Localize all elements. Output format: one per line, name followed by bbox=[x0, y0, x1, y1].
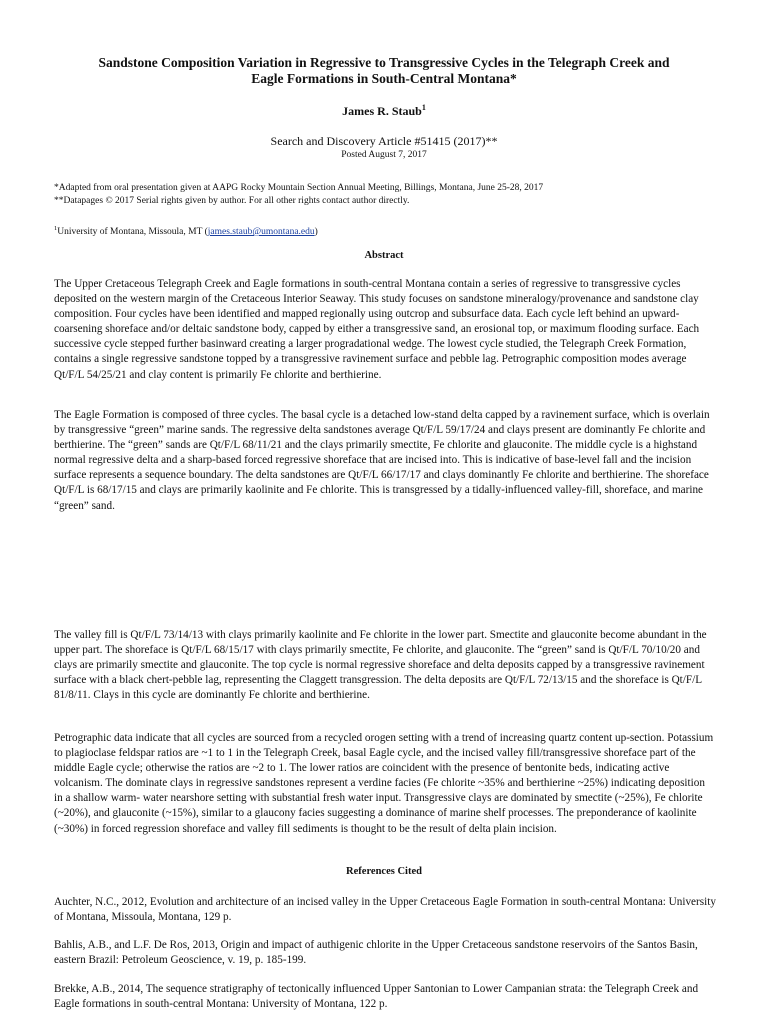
reference-item: Brekke, A.B., 2014, The sequence stratigraphy of tectonically influenced Upper Santonian to Lower Campanian strata: the Telegraph Creek and Eagle formations in south-central Montana: University of Montana, 122 p. bbox=[54, 983, 699, 1011]
title-line-2: Eagle Formations in South-Central Montana* bbox=[251, 71, 517, 86]
footnotes bbox=[54, 182, 714, 208]
abstract-paragraph-2: The Eagle Formation is composed of three cycles. The basal cycle is a detached low-stand delta capped by a ravinement surface, which is overlain by transgressive “green” marine sands. The regressive delta sandstones average Qt/F/L 59/17/24 and clays present are dominantly Fe chlorite and berthierine. The “green” sands are Qt/F/L 68/11/21 and the clays primarily smectite, Fe chlorite and glauconite. The middle cycle is a highstand normal regressive delta and a sharp-based forced regressive shoreface that are incised into. This is indicative of base-level fall and the incision surface represents a sequence boundary. The delta sandstones are Qt/F/L 66/17/17 and clays dominantly Fe chlorite and berthierine. The shoreface Qt/F/L is 68/17/15 and clays are primarily kaolinite and Fe chlorite. This is transgressed by a tidally-influenced valley-fill, shoreface, and marine “green” sand. bbox=[54, 409, 710, 512]
author-email-link[interactable]: james.staub@umontana.edu bbox=[207, 227, 315, 238]
abstract-paragraph-3: The valley fill is Qt/F/L 73/14/13 with clays primarily kaolinite and Fe chlorite in the lower part. Smectite and glauconite become abundant in the upper part. The shoreface is Qt/F/L 68/15/17 with clays primarily smectite, Fe chlorite, and glauconite. The “green” sand is Qt/F/L 70/10/20 and clays are primarily smectite and glauconite. The top cycle is normal regressive shoreface and delta deposits capped by a transgressive ravinement surface with a black chert-pebble lag, representing the Claggett transgression. The delta deposits are Qt/F/L 72/13/15 and the shoreface is Qt/F/L 81/8/11. Clays in this cycle are dominantly Fe chlorite and berthierine. bbox=[54, 629, 707, 702]
affiliation bbox=[54, 222, 714, 239]
affiliation-marker: 1 bbox=[54, 225, 58, 232]
title-line-1: Sandstone Composition Variation in Regressive to Transgressive Cycles in the Telegraph Creek and bbox=[98, 55, 670, 70]
reference-item: Auchter, N.C., 2012, Evolution and architecture of an incised valley in the Upper Cretaceous Eagle Formation in south-central Montana: University of Montana, Missoula, Montana, 129 p. bbox=[54, 896, 716, 924]
footnote-datapages: **Datapages © 2017 Serial rights given by author. For all other rights contact author directly. bbox=[54, 196, 410, 206]
author-name bbox=[54, 100, 714, 119]
abstract-paragraph-4: Petrographic data indicate that all cycles are sourced from a recycled orogen setting with a trend of increasing quartz content up-section. Potassium to plagioclase feldspar ratios are ~1 to 1 in the Telegraph Creek, basal Eagle cycle, and the incised valley fill/transgressive shoreface part of the middle Eagle cycle; otherwise the ratios are ~2 to 1. The lower ratios are coincident with the presence of bentonite beds, indicating active volcanism. The dominate clays in regressive sandstones represent a verdine facies (Fe chlorite ~35% and berthierine ~25%) indicating deposition in a shallow warm- water nearshore setting with substantial fresh water input. Transgressive clays are dominated by smectite (~25%), Fe chlorite (~20%), and glauconite (~15%), similar to a glaucony facies suggesting a dominance of marine shelf processes. The preponderance of kaolinite (~30%) in forced regression shoreface and valley fill sediments is thought to be the result of delta plain incision. bbox=[54, 732, 714, 835]
affiliation-text: University of Montana, Missoula, MT ( bbox=[57, 227, 208, 238]
reference-item: Bahlis, A.B., and L.F. De Ros, 2013, Origin and impact of authigenic chlorite in the Upper Cretaceous sandstone reservoirs of the Santos Basin, eastern Brazil: Petroleum Geoscience, v. 19, p. 185-199. bbox=[54, 939, 698, 967]
posted-date: Posted August 7, 2017 bbox=[341, 150, 427, 160]
affiliation-close: ) bbox=[314, 227, 318, 238]
author-affiliation-marker: 1 bbox=[421, 103, 426, 112]
article-number: Search and Discovery Article #51415 (2017)** bbox=[270, 134, 498, 148]
author-text: James R. Staub bbox=[342, 104, 422, 118]
paper-title bbox=[54, 55, 714, 87]
footnote-adapted: *Adapted from oral presentation given at AAPG Rocky Mountain Section Annual Meeting, Billings, Montana, June 25-28, 2017 bbox=[54, 183, 544, 193]
references-heading: References Cited bbox=[346, 866, 422, 877]
abstract-paragraph-1: The Upper Cretaceous Telegraph Creek and Eagle formations in south-central Montana contain a series of regressive to transgressive cycles deposited on the western margin of the Cretaceous Interior Seaway. This study focuses on sandstone mineralogy/provenance and sandstone clay composition. Four cycles have been identified and mapped regionally using outcrop and subsurface data. Each cycle left behind an upward-coarsening shoreface and/or deltaic sandstone body, capped by either a transgressive sand, an erosional top, or maximum flooding surface. Each successive cycle stepped further basinward creating a larger progradational wedge. The lowest cycle studied, the Telegraph Creek Formation, contains a single regressive sandstone topped by a transgressive ravinement surface and pebble lag. Petrographic composition modes average Qt/F/L 54/25/21 and clay content is primarily Fe chlorite and berthierine. bbox=[54, 278, 700, 381]
abstract-heading: Abstract bbox=[364, 250, 404, 261]
